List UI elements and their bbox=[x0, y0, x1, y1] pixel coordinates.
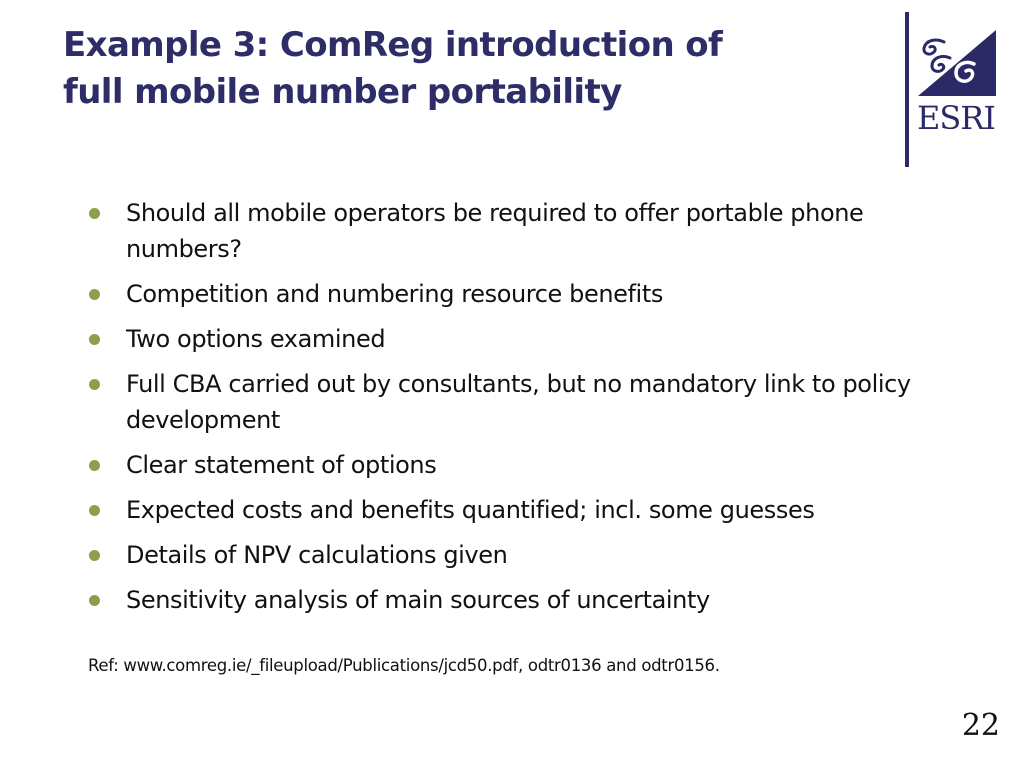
bullet-text: Expected costs and benefits quantified; incl. some guesses bbox=[126, 496, 815, 524]
bullet-text: Competition and numbering resource benefits bbox=[126, 280, 663, 308]
bullet-item bbox=[86, 447, 976, 483]
bullet-dot bbox=[89, 334, 100, 345]
bullet-item bbox=[86, 276, 976, 312]
bullet-text: Details of NPV calculations given bbox=[126, 541, 508, 569]
bullet-dot bbox=[89, 460, 100, 471]
bullet-item bbox=[86, 492, 976, 528]
esri-triangle-swirl-icon bbox=[914, 28, 998, 98]
bullet-text: Full CBA carried out by consultants, but no mandatory link to policy development bbox=[126, 370, 911, 434]
bullet-dot bbox=[89, 379, 100, 390]
esri-logo-text: ESRI bbox=[916, 99, 995, 137]
reference-note: Ref: www.comreg.ie/_fileupload/Publications/jcd50.pdf, odtr0136 and odtr0156. bbox=[88, 656, 720, 675]
bullet-list bbox=[86, 195, 976, 627]
bullet-text: Two options examined bbox=[126, 325, 386, 353]
bullet-item bbox=[86, 321, 976, 357]
bullet-dot bbox=[89, 550, 100, 561]
bullet-dot bbox=[89, 595, 100, 606]
bullet-item bbox=[86, 366, 976, 438]
bullet-text: Should all mobile operators be required to offer portable phone numbers? bbox=[126, 199, 864, 263]
logo-divider bbox=[905, 12, 909, 167]
bullet-dot bbox=[89, 289, 100, 300]
bullet-dot bbox=[89, 208, 100, 219]
bullet-item bbox=[86, 537, 976, 573]
bullet-item bbox=[86, 582, 976, 618]
bullet-text: Sensitivity analysis of main sources of uncertainty bbox=[126, 586, 710, 614]
slide-title-line-2: full mobile number portability bbox=[63, 72, 622, 112]
bullet-item bbox=[86, 195, 976, 267]
page-number: 22 bbox=[961, 708, 1000, 743]
slide-title bbox=[63, 22, 883, 116]
bullet-text: Clear statement of options bbox=[126, 451, 437, 479]
bullet-dot bbox=[89, 505, 100, 516]
slide-title-line-1: Example 3: ComReg introduction of bbox=[63, 25, 723, 65]
